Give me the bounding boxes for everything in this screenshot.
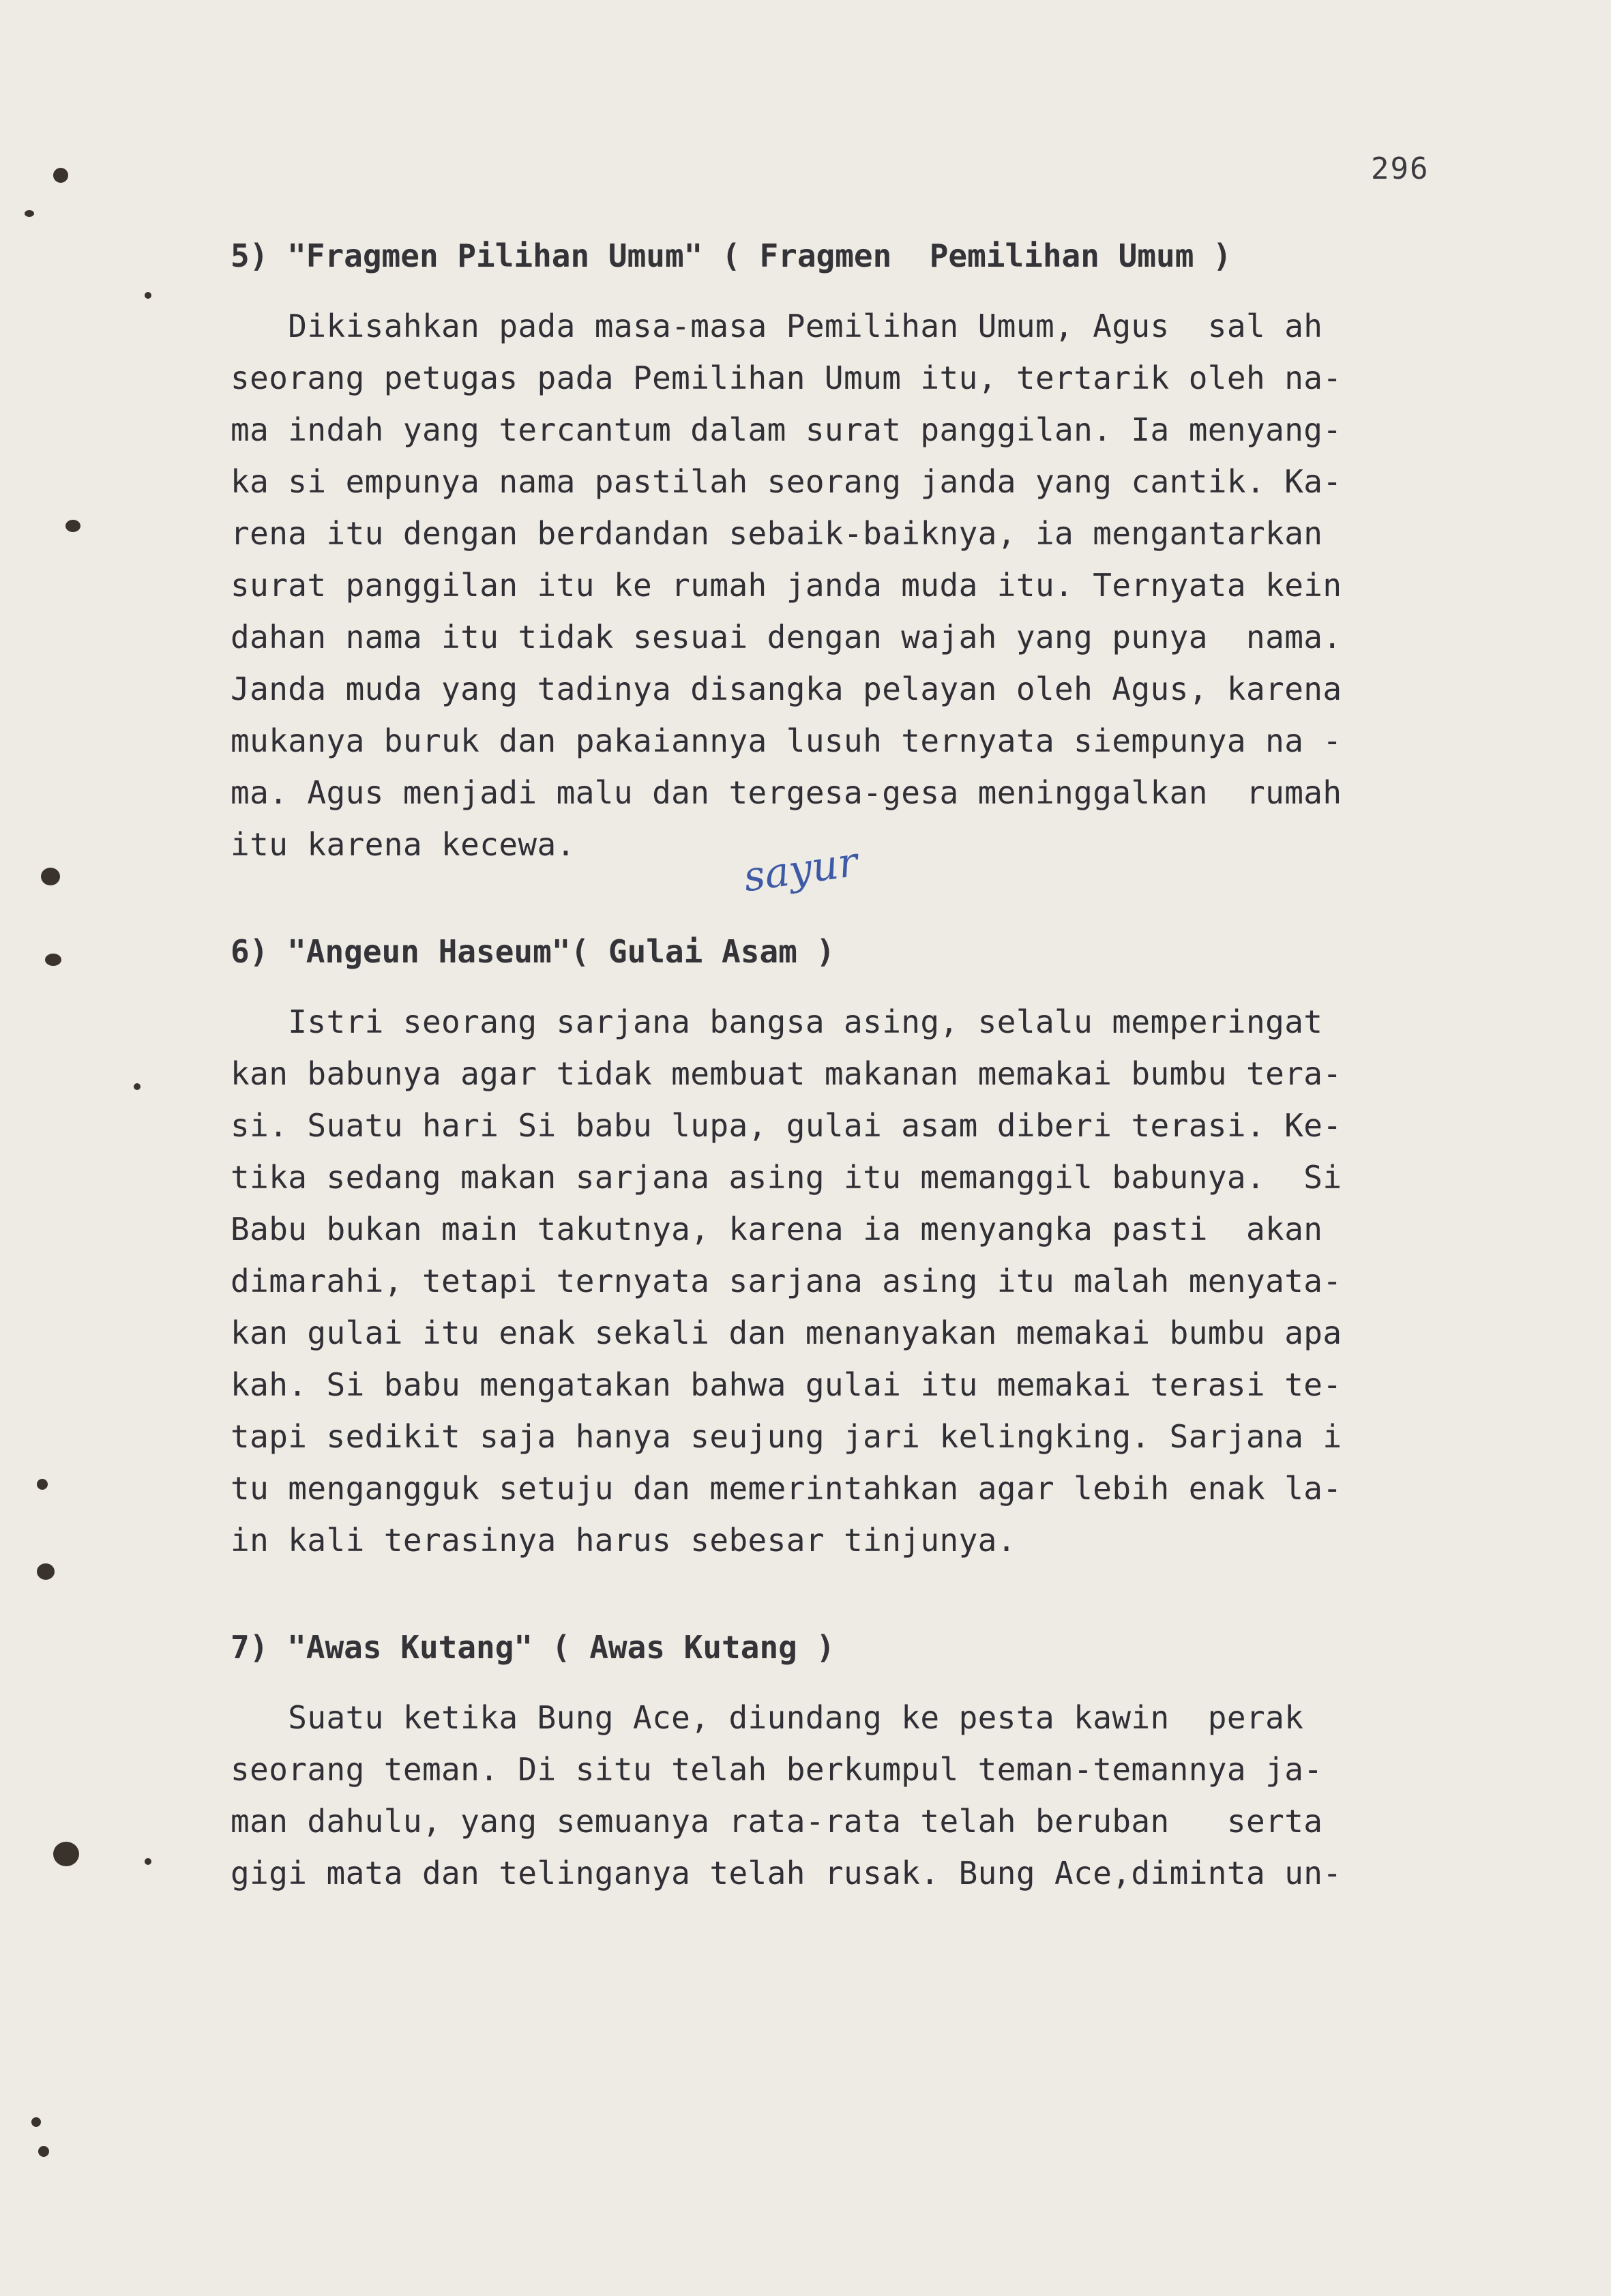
text-line: Babu bukan main takutnya, karena ia menyangka pasti akan [231,1211,1323,1248]
text-line: mukanya buruk dan pakaiannya lusuh ternyata siempunya na - [231,722,1342,759]
text-line: dahan nama itu tidak sesuai dengan wajah yang punya nama. [231,619,1342,656]
section-heading: 7) "Awas Kutang" ( Awas Kutang ) [231,1629,836,1666]
text-line: tapi sedikit saja hanya seujung jari kelingking. Sarjana i [231,1418,1342,1455]
paper-speck [45,954,61,966]
paper-speck [25,210,34,217]
section-heading: 6) "Angeun Haseum"( Gulai Asam ) [231,933,836,970]
handwritten-annotation: sayur [740,838,861,902]
text-line: ma indah yang tercantum dalam surat panggilan. Ia menyang- [231,411,1342,448]
text-line: tu mengangguk setuju dan memerintahkan agar lebih enak la- [231,1470,1342,1507]
text-line: Suatu ketika Bung Ace, diundang ke pesta kawin perak [231,1699,1304,1736]
text-line: in kali terasinya harus sebesar tinjunya. [231,1522,1016,1559]
text-line: tika sedang makan sarjana asing itu memanggil babunya. Si [231,1159,1342,1196]
paper-speck [37,1479,48,1490]
section-heading: 5) "Fragmen Pilihan Umum" ( Fragmen Pemilihan Umum ) [231,237,1232,274]
paper-speck [145,292,151,299]
paper-speck [134,1083,141,1090]
text-line: itu karena kecewa. [231,826,576,863]
text-line: rena itu dengan berdandan sebaik-baiknya, ia mengantarkan [231,515,1323,552]
paper-speck [38,2146,49,2157]
section-paragraph [231,300,1445,870]
paper-speck [53,1842,79,1866]
section-paragraph [231,1692,1445,1899]
text-line: gigi mata dan telinganya telah rusak. Bung Ace,diminta un- [231,1855,1342,1892]
page-number: 296 [1371,151,1430,186]
text-line: Janda muda yang tadinya disangka pelayan oleh Agus, karena [231,671,1342,707]
text-line: ma. Agus menjadi malu dan tergesa-gesa meninggalkan rumah [231,774,1342,811]
text-line: kan gulai itu enak sekali dan menanyakan memakai bumbu apa [231,1314,1342,1351]
text-line: seorang petugas pada Pemilihan Umum itu, tertarik oleh na- [231,359,1342,396]
section-6 [231,933,1445,1566]
section-5 [231,237,1445,870]
paper-speck [41,868,60,885]
text-line: dimarahi, tetapi ternyata sarjana asing itu malah menyata- [231,1263,1342,1299]
text-line: si. Suatu hari Si babu lupa, gulai asam diberi terasi. Ke- [231,1107,1342,1144]
text-line: Istri seorang sarjana bangsa asing, selalu memperingat [231,1003,1323,1040]
paper-speck [145,1858,151,1865]
text-line: kan babunya agar tidak membuat makanan memakai bumbu tera- [231,1055,1342,1092]
text-line: seorang teman. Di situ telah berkumpul teman-temannya ja- [231,1751,1323,1788]
section-7 [231,1629,1445,1899]
paper-speck [65,520,80,532]
paper-speck [37,1563,55,1580]
text-line: surat panggilan itu ke rumah janda muda itu. Ternyata kein [231,567,1342,604]
paper-speck [53,168,68,183]
paper-speck [31,2117,41,2127]
text-line: ka si empunya nama pastilah seorang janda yang cantik. Ka- [231,463,1342,500]
text-line: kah. Si babu mengatakan bahwa gulai itu memakai terasi te- [231,1366,1342,1403]
text-line: Dikisahkan pada masa-masa Pemilihan Umum, Agus sal ah [231,308,1323,344]
text-line: man dahulu, yang semuanya rata-rata telah beruban serta [231,1803,1323,1840]
section-paragraph [231,996,1445,1566]
